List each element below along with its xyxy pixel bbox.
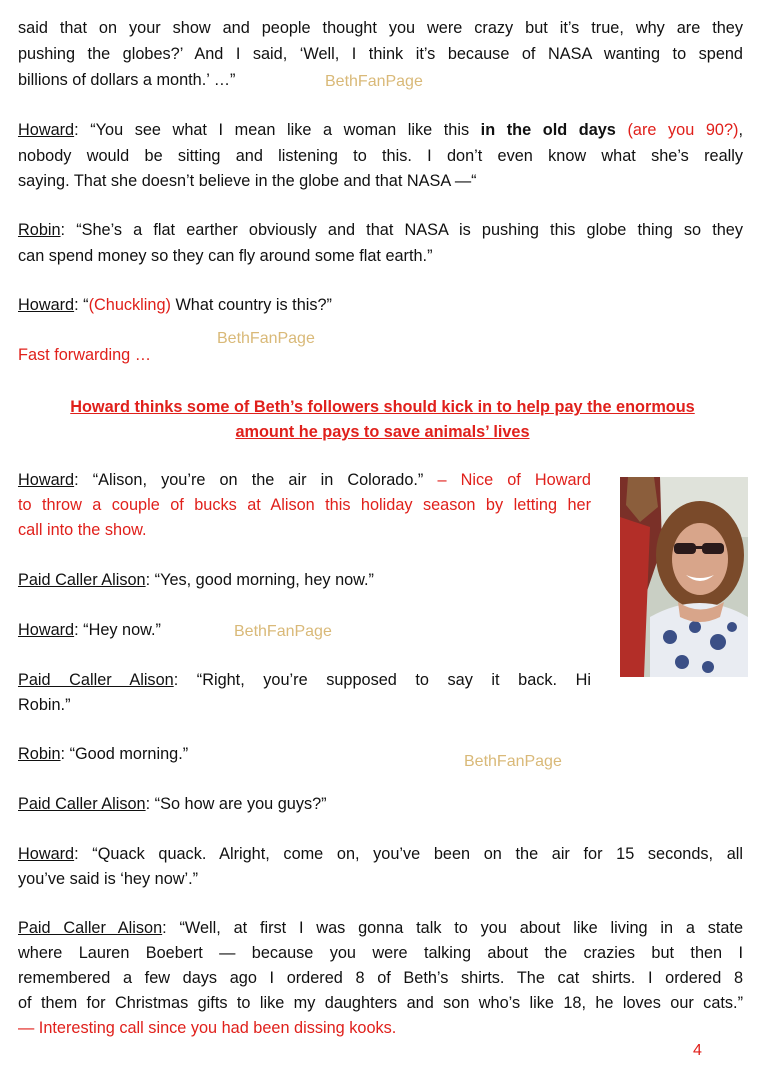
text-line: remembered a few days ago I ordered 8 of Beth’s shirts. The cat shirts. I ordered 8	[18, 969, 743, 987]
watermark: BethFanPage	[464, 753, 562, 770]
speaker-name: Howard	[18, 296, 75, 314]
text-line: said that on your show and people thought you were crazy but it’s true, why are they	[18, 19, 743, 37]
dialogue-text: : “Well, at first I was gonna talk to you about like living in a state	[162, 919, 743, 937]
red-comment: to throw a couple of bucks at Alison this holiday season by letting her	[18, 496, 591, 514]
dialogue-text: : “Hey now.”	[74, 621, 161, 639]
dialogue-text: : “Quack quack. Alright, come on, you’ve been on the air for 15 seconds, all	[74, 845, 743, 863]
speaker-name: Robin	[18, 221, 61, 239]
bold-text: in the old days	[480, 121, 616, 139]
text-line: where Lauren Boebert — because you were talking about the crazies but then I	[18, 944, 743, 962]
dialogue-text: : “You see what I mean like a woman like this	[74, 121, 481, 139]
dialogue-alison	[18, 918, 743, 938]
dialogue-robin	[18, 744, 188, 764]
dialogue-howard	[18, 844, 743, 864]
dialogue-text: What country is this?”	[170, 296, 332, 314]
section-heading: Howard thinks some of Beth’s followers should kick in to help pay the enormous	[70, 398, 695, 416]
text-line: pushing the globes?’ And I said, ‘Well, I think it’s because of NASA wanting to spend	[18, 45, 743, 63]
photo-image	[620, 477, 748, 677]
dialogue-text: : “She’s a flat earther obviously and that NASA is pushing this globe thing so they	[60, 221, 743, 239]
dialogue-alison	[18, 794, 327, 814]
dialogue-howard	[18, 295, 332, 315]
dialogue-text: ,	[738, 121, 743, 139]
red-comment: (are you 90?)	[615, 121, 739, 139]
text-line: you’ve said is ‘hey now’.”	[18, 870, 199, 888]
dialogue-howard	[18, 470, 591, 490]
dialogue-robin	[18, 220, 743, 240]
speaker-name: Robin	[18, 745, 61, 763]
dialogue-howard	[18, 120, 743, 140]
dialogue-text: : “Alison, you’re on the air in Colorado.”	[74, 471, 438, 489]
text-line: billions of dollars a month.’ …”	[18, 71, 236, 89]
dialogue-text: : “Right, you’re supposed to say it back. Hi	[173, 671, 591, 689]
speaker-name: Howard	[18, 845, 75, 863]
watermark: BethFanPage	[325, 73, 423, 90]
text-line: can spend money so they can fly around some flat earth.”	[18, 247, 433, 265]
red-comment: call into the show.	[18, 521, 147, 539]
speaker-name: Howard	[18, 121, 75, 139]
dialogue-text: : “	[74, 296, 89, 314]
speaker-name: Paid Caller Alison	[18, 671, 174, 689]
speaker-name: Paid Caller Alison	[18, 919, 163, 937]
dialogue-text: : “Yes, good morning, hey now.”	[145, 571, 374, 589]
watermark: BethFanPage	[234, 623, 332, 640]
dialogue-text: : “Good morning.”	[60, 745, 189, 763]
dialogue-alison	[18, 570, 374, 590]
dialogue-alison	[18, 670, 591, 690]
photo-woman-with-sunglasses	[620, 477, 748, 677]
red-comment: (Chuckling)	[88, 296, 171, 314]
text-line: saying. That she doesn’t believe in the globe and that NASA —“	[18, 172, 477, 190]
speaker-name: Howard	[18, 621, 75, 639]
dialogue-text: : “So how are you guys?”	[145, 795, 327, 813]
text-line: nobody would be sitting and listening to this. I don’t even know what she’s really	[18, 147, 743, 165]
section-heading: amount he pays to save animals’ lives	[235, 423, 530, 441]
text-line: of them for Christmas gifts to like my daughters and son who’s like 18, he loves our cats.”	[18, 994, 743, 1012]
speaker-name: Paid Caller Alison	[18, 795, 146, 813]
fast-forward-note: Fast forwarding …	[18, 346, 152, 364]
page-number: 4	[693, 1042, 702, 1059]
speaker-name: Paid Caller Alison	[18, 571, 146, 589]
red-comment: – Nice of Howard	[437, 471, 591, 489]
red-comment: — Interesting call since you had been dissing kooks.	[18, 1019, 397, 1037]
text-line: Robin.”	[18, 696, 71, 714]
watermark: BethFanPage	[217, 330, 315, 347]
speaker-name: Howard	[18, 471, 75, 489]
dialogue-howard	[18, 620, 161, 640]
